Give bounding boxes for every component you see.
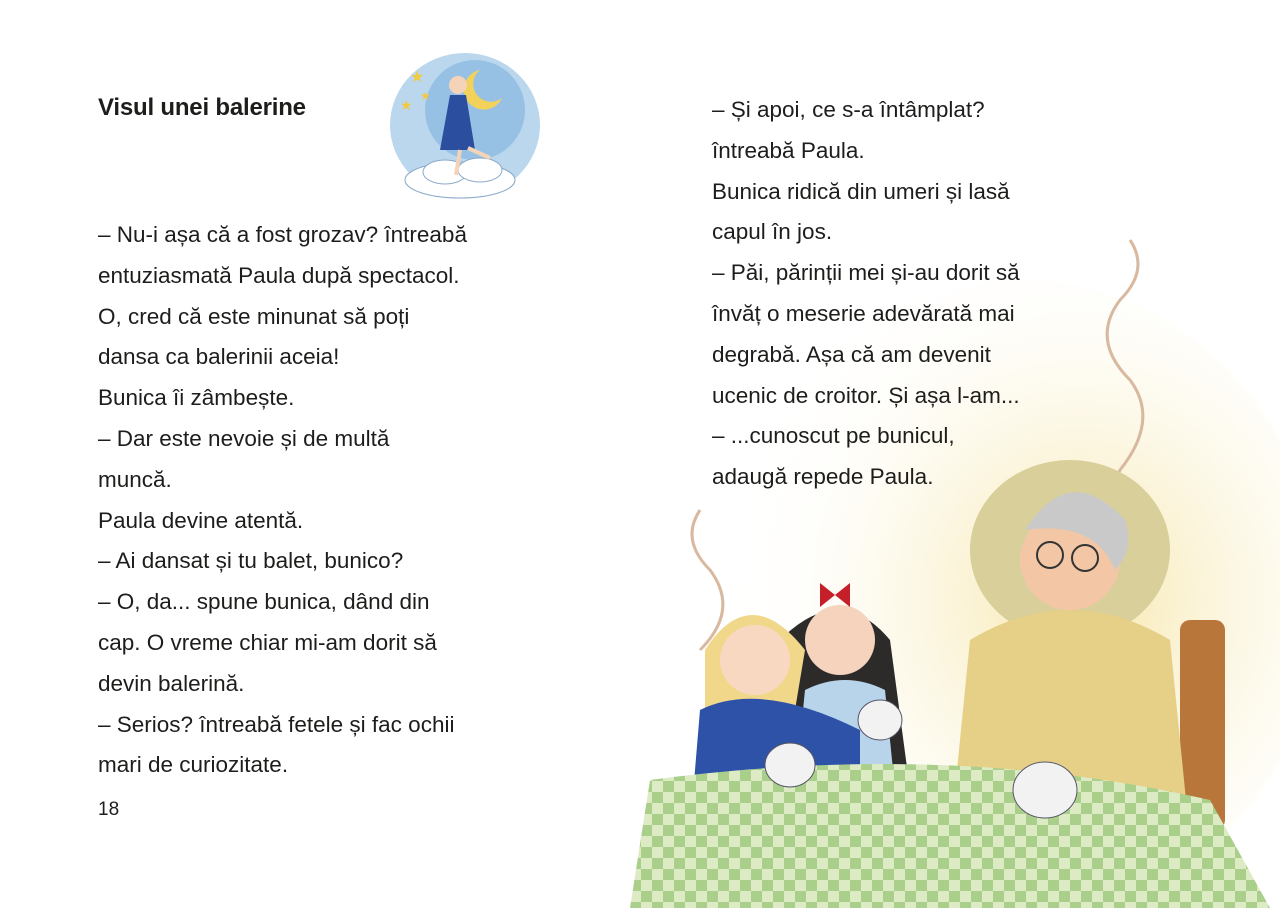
text-line: – Dar este nevoie și de multă (98, 425, 390, 451)
text-line: O, cred că este minunat să poți (98, 303, 410, 329)
text-line: cap. O vreme chiar mi-am dorit să (98, 629, 437, 655)
text-line: Bunica îi zâmbește. (98, 385, 295, 411)
left-column-text (98, 215, 467, 786)
dancer-vignette-illustration (380, 40, 550, 215)
svg-text:★: ★ (420, 89, 431, 103)
text-line: – Și apoi, ce s-a întâmplat? (712, 97, 985, 122)
text-line: mari de curiozitate. (98, 752, 289, 778)
page-number: 18 (98, 799, 120, 820)
text-line: – Păi, părinții mei și-au dorit să (712, 260, 1020, 286)
text-line: întreabă Paula. (712, 137, 865, 163)
svg-text:★: ★ (400, 97, 413, 113)
text-line: – Ai dansat și tu balet, bunico? (98, 548, 404, 574)
svg-text:★: ★ (410, 69, 425, 86)
text-line: adaugă repede Paula. (712, 464, 934, 490)
text-line: degrabă. Așa că am devenit (712, 341, 991, 367)
text-line: – Nu-i așa că a fost grozav? întreabă (98, 222, 467, 247)
text-line: – Serios? întreabă fetele și fac ochii (98, 711, 455, 737)
text-line: Paula devine atentă. (98, 507, 304, 533)
text-line: entuziasmată Paula după spectacol. (98, 262, 460, 288)
text-line: – ...cunoscut pe bunicul, (712, 423, 955, 449)
text-line: învăț o meserie adevărată mai (712, 300, 1015, 326)
text-line: dansa ca balerinii aceia! (98, 344, 340, 370)
text-line: capul în jos. (712, 219, 833, 245)
text-line: – O, da... spune bunica, dând din (98, 589, 430, 615)
right-column-text (712, 90, 1020, 498)
text-line: muncă. (98, 466, 172, 492)
text-line: devin balerină. (98, 670, 245, 696)
story-title: Visul unei balerine (98, 94, 306, 121)
text-line: Bunica ridică din umeri și lasă (712, 178, 1010, 204)
text-line: ucenic de croitor. Și așa l-am... (712, 382, 1020, 408)
